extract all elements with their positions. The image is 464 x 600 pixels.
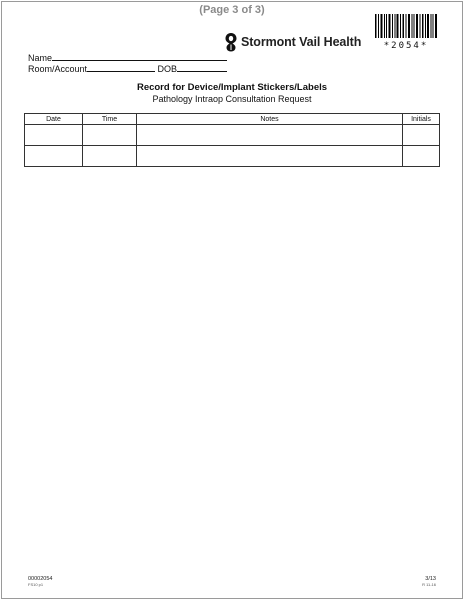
room-account-label: Room/Account [28,64,88,74]
device-implant-table [24,113,440,167]
column-header-notes: Notes [137,114,403,125]
date-code: 3/13 [425,576,436,582]
time-cell[interactable] [83,125,137,146]
form-title: Record for Device/Implant Stickers/Labels [136,82,328,93]
logo-mark-icon [224,32,238,52]
room-dob-field[interactable] [28,62,227,74]
initials-cell[interactable] [403,125,440,146]
form-number: 00002054 [28,576,53,582]
column-header-date: Date [25,114,83,125]
column-header-initials: Initials [403,114,440,125]
name-label: Name [28,53,53,63]
room-account-underline[interactable] [87,62,155,72]
barcode-text: *2054* [383,41,429,51]
column-header-time: Time [83,114,137,125]
dob-label: DOB [157,64,178,74]
form-sub-code: FS10 p1 [28,582,44,587]
date-cell[interactable] [25,146,83,167]
form-subtitle: Pathology Intraop Consultation Request [152,94,312,104]
notes-cell[interactable] [137,146,403,167]
page-indicator: (Page 3 of 3) [199,4,265,16]
footer-revision [422,576,436,588]
stormont-vail-logo [224,32,361,52]
notes-cell[interactable] [137,125,403,146]
table-row [25,125,440,146]
revision-code: R 11-16 [422,582,436,587]
table-header-row [25,114,440,125]
table-row [25,146,440,167]
time-cell[interactable] [83,146,137,167]
dob-underline[interactable] [177,62,227,72]
initials-cell[interactable] [403,146,440,167]
date-cell[interactable] [25,125,83,146]
barcode [375,14,437,38]
name-underline[interactable] [52,51,227,61]
footer-form-number [28,576,52,588]
logo-text: Stormont Vail Health [241,35,362,49]
